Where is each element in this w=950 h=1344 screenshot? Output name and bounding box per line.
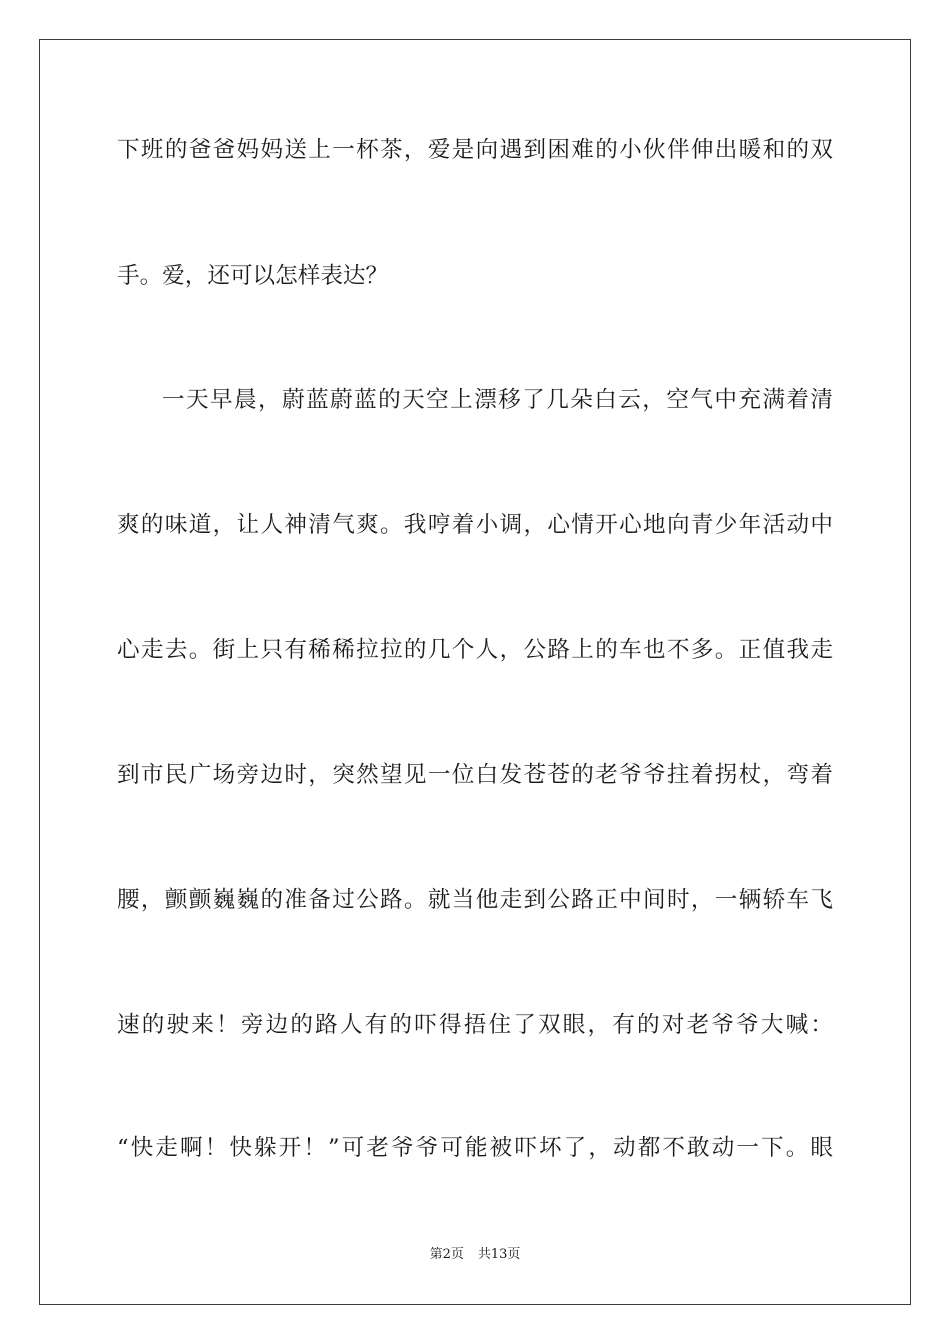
text-line-9: “快走啊！快躲开！”可老爷爷可能被吓坏了，动都不敢动一下。眼 [117, 1135, 833, 1161]
page-total: 共13页 [477, 1247, 521, 1262]
page-number: 第2页 [429, 1247, 464, 1262]
text-line-3: 一天早晨，蔚蓝蔚蓝的天空上漂移了几朵白云，空气中充满着清 [162, 387, 833, 413]
text-line-2: 手。爱，还可以怎样表达？ [117, 263, 389, 289]
text-line-8: 速的驶来！旁边的路人有的吓得捂住了双眼，有的对老爷爷大喊： [117, 1012, 833, 1038]
text-line-5: 心走去。街上只有稀稀拉拉的几个人，公路上的车也不多。正值我走 [117, 637, 833, 663]
text-line-7: 腰，颤颤巍巍的准备过公路。就当他走到公路正中间时，一辆轿车飞 [117, 887, 833, 913]
text-line-6: 到市民广场旁边时，突然望见一位白发苍苍的老爷爷拄着拐杖，弯着 [117, 762, 833, 788]
text-line-4: 爽的味道，让人神清气爽。我哼着小调，心情开心地向青少年活动中 [117, 512, 833, 538]
page-footer [0, 1246, 950, 1264]
page-border [39, 39, 911, 1305]
text-line-1: 下班的爸爸妈妈送上一杯茶，爱是向遇到困难的小伙伴伸出暖和的双 [117, 137, 833, 163]
